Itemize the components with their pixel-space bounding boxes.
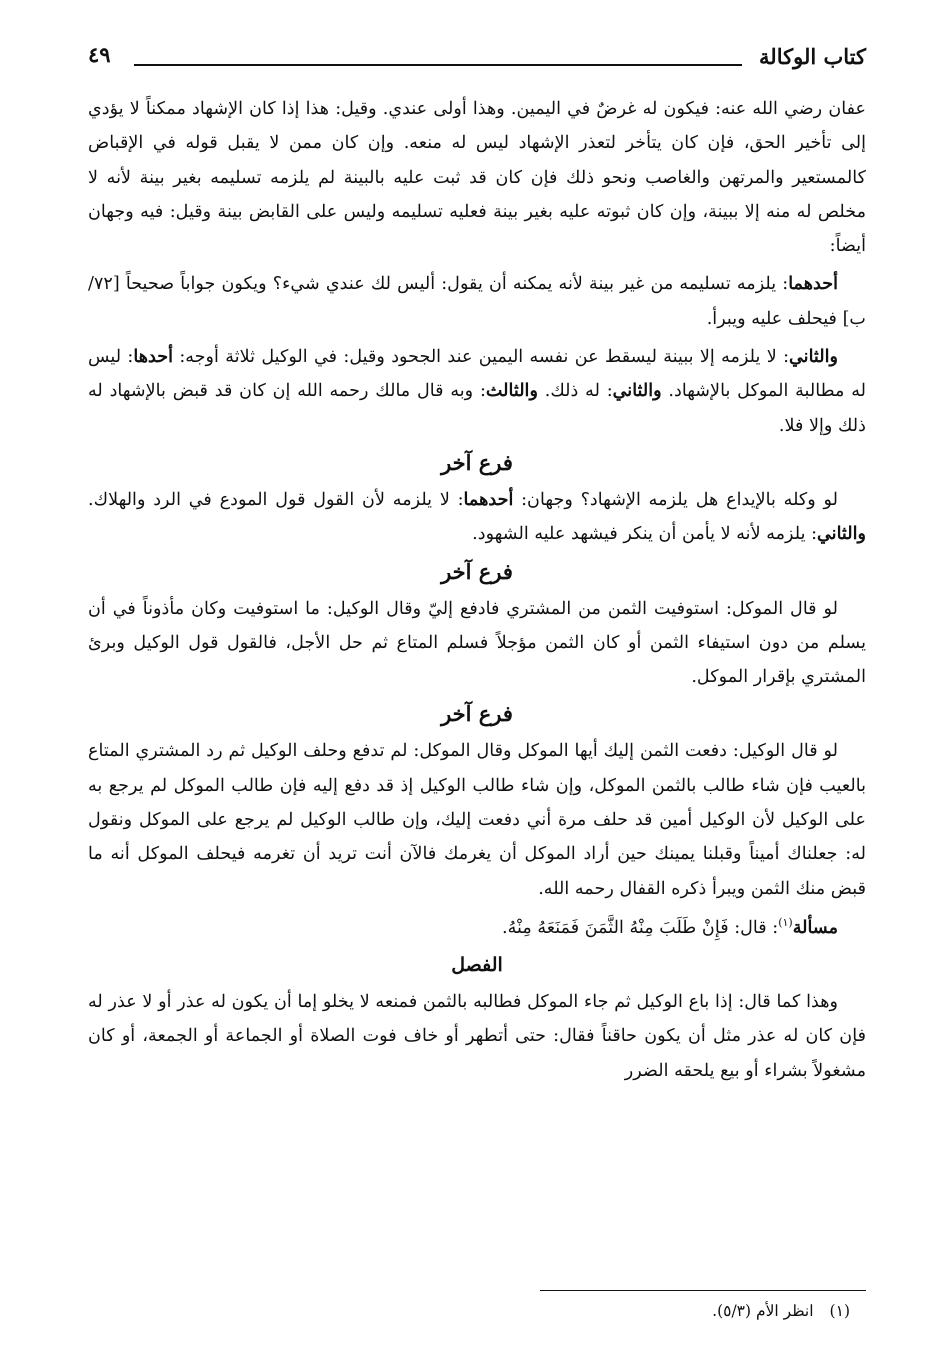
paragraph-text: : يلزمه لأنه لا يأمن أن ينكر فيشهد عليه الشهود. bbox=[472, 524, 818, 545]
paragraph bbox=[88, 340, 866, 443]
paragraph: عفان رضي الله عنه: فيكون له غرضٌ في اليمين. وهذا أولى عندي. وقيل: هذا إذا كان الإشهاد ممكناً لا يؤدي إلى تأخير الحق، فإن كان يتأخر لتعذر الإشهاد ليس له منعه. وإن كان ممن لا يقبل قوله في الإقباض كالمستعير والمرتهن والغاصب ونحو ذلك فإن كان قد ثبت عليه بالبينة لم يلزمه تسليمه بغير بينة لأنه لا مخلص له منه إلا ببينة، وإن كان ثبوته عليه بغير بينة فعليه تسليمه وليس على القابض بينة وقيل: فيه وجهان أيضاً: bbox=[88, 99, 866, 257]
paragraph-text: : ليس له مطالبة الموكل بالإشهاد. bbox=[88, 347, 867, 402]
paragraph: لو قال الموكل: استوفيت الثمن من المشتري فادفع إليّ وقال الوكيل: ما استوفيت وكان مأذوناً في أن يسلم من دون استيفاء الثمن أو كان الثمن مؤجلاً فسلم المتاع ثم حل الأجل، فالقول قول الوكيل وبرئ المشتري بإقرار الموكل. bbox=[88, 598, 866, 688]
bold-term: والثاني bbox=[612, 380, 662, 402]
footnote-number: (١) bbox=[829, 1302, 850, 1320]
section-heading: فرع آخر bbox=[441, 701, 513, 727]
paragraph-text: لو وكله بالإيداع هل يلزمه الإشهاد؟ وجهان: bbox=[513, 489, 838, 510]
paragraph-text: : له ذلك. bbox=[537, 381, 613, 402]
bold-term: أحدها bbox=[133, 346, 173, 368]
paragraph: وهذا كما قال: إذا باع الوكيل ثم جاء الموكل فطالبه بالثمن فمنعه لا يخلو إما أن يكون له عذر أو لا عذر له فإن كان له عذر مثل أن يكون حاقناً فقال: حتى أتطهر أو خاف فوت الصلاة أو الجماعة أو الجمعة، أو كان مشغولاً بشراء أو بيع يلحقه الضرر bbox=[88, 992, 866, 1081]
paragraph-text: : قال: فَإِنْ طَلَبَ مِنْهُ الثَّمَنَ فَمَنَعَهُ مِنْهُ. bbox=[501, 917, 779, 938]
footnote-ref: (١) bbox=[778, 915, 793, 929]
footnote-text: انظر الأم (٥/٣). bbox=[712, 1302, 814, 1320]
running-title: كتاب الوكالة bbox=[759, 44, 866, 69]
footnote bbox=[712, 1302, 850, 1320]
bold-term: أحدهما bbox=[463, 488, 514, 510]
paragraph: لو قال الوكيل: دفعت الثمن إليك أيها الموكل وقال الموكل: لم تدفع وحلف الوكيل ثم رد المشتري المتاع بالعيب فإن شاء طالب بالثمن الموكل، وإن شاء طالب الوكيل إذ قد دفع إليه فإن طالب الموكل لم يرجع به على الوكيل لأن الوكيل أمين قد حلف مرة أني دفعت إليك، وإن طالب الوكيل لم يرجع على الموكل ونقول له: جعلناك أميناً وقبلنا يمينك حين أراد الموكل أن يغرمك فالآن أنت تريد أن تغرمه فيحلف الموكل أنه ما قبض منك الثمن ويبرأ ذكره القفال رحمه الله. bbox=[88, 741, 866, 899]
section-heading: الفصل bbox=[451, 954, 503, 977]
bold-term: أحدهما bbox=[788, 273, 838, 295]
page-header bbox=[88, 40, 866, 80]
footnote-rule bbox=[540, 1290, 866, 1291]
section-heading: فرع آخر bbox=[441, 558, 513, 584]
paragraph-text: : لا يلزمه إلا ببينة ليسقط عن نفسه اليمين عند الجحود وقيل: في الوكيل ثلاثة أوجه: bbox=[173, 347, 790, 368]
bold-term: والثاني bbox=[817, 523, 866, 545]
paragraph-text: : وبه قال مالك رحمه الله إن كان قد قبض بالإشهاد له ذلك وإلا فلا. bbox=[88, 381, 866, 436]
page-body bbox=[88, 92, 866, 1088]
paragraph-text: : لا يلزمه لأن القول قول المودع في الرد والهلاك. bbox=[88, 489, 464, 510]
paragraph bbox=[88, 483, 866, 552]
paragraph-text: : يلزمه تسليمه من غير بينة لأنه يمكنه أن يقول: أليس لك عندي شيء؟ ويكون جواباً صحيحاً [٧٢/ب] فيحلف عليه ويبرأ. bbox=[88, 274, 866, 329]
section-heading: فرع آخر bbox=[441, 449, 513, 475]
bold-term: مسألة bbox=[792, 916, 838, 938]
bold-term: والثاني bbox=[789, 346, 838, 368]
header-rule bbox=[134, 64, 742, 66]
masala-line bbox=[88, 906, 866, 945]
paragraph bbox=[88, 267, 866, 336]
page-number: ٤٩ bbox=[88, 42, 111, 67]
bold-term: والثالث bbox=[485, 380, 538, 402]
